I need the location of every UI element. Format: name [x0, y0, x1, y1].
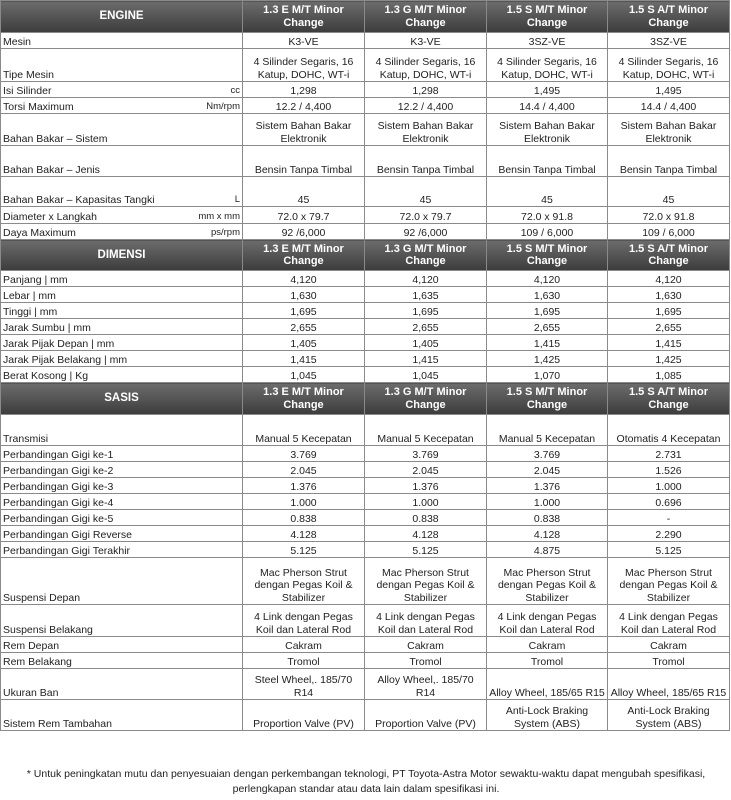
- spec-value: 109 / 6,000: [608, 224, 730, 240]
- row-label: Suspensi Depan: [3, 591, 81, 604]
- spec-value: 3.769: [487, 446, 608, 462]
- spec-value: 92 /6,000: [365, 224, 487, 240]
- table-row: [1, 335, 730, 351]
- spec-value: Manual 5 Kecepatan: [487, 415, 608, 446]
- spec-value: Mac Pherson Strut dengan Pegas Koil & Stabilizer: [243, 558, 365, 605]
- column-header: 1.5 S A/T Minor Change: [608, 383, 730, 415]
- row-label-cell: [1, 351, 243, 367]
- spec-value: 1,495: [487, 82, 608, 98]
- table-row: [1, 510, 730, 526]
- footnote: * Untuk peningkatan mutu dan penyesuaian dengan perkembangan teknologi, PT Toyota-Astra Motor sewaktu-waktu dapat mengubah spesifikasi, perlengkapan standar atau data lain dalam spesifikasi ini.: [26, 768, 706, 795]
- spec-value: 3SZ-VE: [487, 33, 608, 49]
- spec-value: Bensin Tanpa Timbal: [487, 146, 608, 177]
- table-row: [1, 669, 730, 700]
- spec-value: Proportion Valve (PV): [243, 700, 365, 731]
- row-label: Transmisi: [3, 432, 49, 445]
- spec-table-body: [1, 1, 730, 731]
- spec-value: 1.000: [243, 494, 365, 510]
- table-row: [1, 224, 730, 240]
- spec-value: 2.045: [365, 462, 487, 478]
- spec-value: 4,120: [365, 271, 487, 287]
- spec-value: K3-VE: [365, 33, 487, 49]
- spec-value: 1.376: [365, 478, 487, 494]
- row-label-cell: [1, 478, 243, 494]
- spec-value: Anti-Lock Braking System (ABS): [608, 700, 730, 731]
- row-label-cell: [1, 494, 243, 510]
- row-label: Jarak Pijak Belakang | mm: [3, 353, 128, 366]
- spec-value: Manual 5 Kecepatan: [365, 415, 487, 446]
- row-label: Perbandingan Gigi ke-2: [3, 464, 114, 477]
- spec-value: Alloy Wheel, 185/65 R15: [608, 669, 730, 700]
- row-label-cell: [1, 303, 243, 319]
- spec-value: 72.0 x 79.7: [365, 207, 487, 224]
- spec-value: 14.4 / 4,400: [487, 98, 608, 114]
- spec-value: 4.128: [487, 526, 608, 542]
- table-row: [1, 177, 730, 207]
- table-row: [1, 271, 730, 287]
- section-title-sasis: SASIS: [1, 383, 243, 415]
- spec-value: 1,695: [487, 303, 608, 319]
- spec-value: 1.000: [365, 494, 487, 510]
- spec-value: 3SZ-VE: [608, 33, 730, 49]
- spec-value: 4.875: [487, 542, 608, 558]
- row-label: Ukuran Ban: [3, 686, 59, 699]
- row-label: Rem Belakang: [3, 655, 72, 668]
- table-row: [1, 494, 730, 510]
- row-label: Tinggi | mm: [3, 305, 58, 318]
- row-label-cell: [1, 653, 243, 669]
- spec-value: 0.838: [487, 510, 608, 526]
- spec-value: 45: [243, 177, 365, 207]
- spec-value: -: [608, 510, 730, 526]
- row-label: Perbandingan Gigi ke-5: [3, 512, 114, 525]
- spec-value: 4,120: [243, 271, 365, 287]
- row-label: Bahan Bakar – Kapasitas Tangki: [3, 193, 155, 206]
- row-label-cell: [1, 33, 243, 49]
- row-label-cell: [1, 271, 243, 287]
- row-label-cell: [1, 287, 243, 303]
- spec-value: Tromol: [608, 653, 730, 669]
- row-label: Berat Kosong | Kg: [3, 369, 89, 382]
- column-header: 1.5 S A/T Minor Change: [608, 240, 730, 271]
- row-label: Perbandingan Gigi Terakhir: [3, 544, 131, 557]
- spec-value: Sistem Bahan Bakar Elektronik: [608, 114, 730, 146]
- spec-value: 4 Silinder Segaris, 16 Katup, DOHC, WT-i: [608, 49, 730, 82]
- table-row: [1, 700, 730, 731]
- spec-value: 1,415: [487, 335, 608, 351]
- row-label-cell: [1, 605, 243, 637]
- spec-value: 2.731: [608, 446, 730, 462]
- row-label: Tipe Mesin: [3, 68, 54, 81]
- row-label-cell: [1, 335, 243, 351]
- spec-value: Sistem Bahan Bakar Elektronik: [487, 114, 608, 146]
- spec-value: 1,695: [243, 303, 365, 319]
- spec-value: 1,425: [608, 351, 730, 367]
- column-header: 1.5 S M/T Minor Change: [487, 383, 608, 415]
- table-row: [1, 526, 730, 542]
- spec-value: 1.000: [487, 494, 608, 510]
- table-row: [1, 558, 730, 605]
- spec-value: Proportion Valve (PV): [365, 700, 487, 731]
- row-label-cell: [1, 510, 243, 526]
- table-row: [1, 114, 730, 146]
- row-label: Diameter x Langkah: [3, 210, 97, 223]
- row-unit: ps/rpm: [210, 226, 240, 238]
- row-label: Panjang | mm: [3, 273, 68, 286]
- column-header: 1.3 E M/T Minor Change: [243, 383, 365, 415]
- column-header: 1.5 S A/T Minor Change: [608, 1, 730, 33]
- table-row: [1, 478, 730, 494]
- spec-value: 0.696: [608, 494, 730, 510]
- spec-value: Tromol: [487, 653, 608, 669]
- spec-value: 5.125: [608, 542, 730, 558]
- spec-value: Bensin Tanpa Timbal: [365, 146, 487, 177]
- spec-value: 1,695: [365, 303, 487, 319]
- spec-value: 1,045: [243, 367, 365, 383]
- spec-value: 2,655: [487, 319, 608, 335]
- row-unit: Nm/rpm: [206, 100, 240, 112]
- row-label-cell: [1, 700, 243, 731]
- spec-value: Mac Pherson Strut dengan Pegas Koil & Stabilizer: [365, 558, 487, 605]
- spec-value: Otomatis 4 Kecepatan: [608, 415, 730, 446]
- spec-value: 2.045: [487, 462, 608, 478]
- row-label-cell: [1, 207, 243, 224]
- row-label-cell: [1, 462, 243, 478]
- spec-value: 2,655: [243, 319, 365, 335]
- spec-value: 1,695: [608, 303, 730, 319]
- spec-value: Bensin Tanpa Timbal: [608, 146, 730, 177]
- spec-value: 4 Link dengan Pegas Koil dan Lateral Rod: [243, 605, 365, 637]
- spec-value: 12.2 / 4,400: [365, 98, 487, 114]
- table-row: [1, 462, 730, 478]
- spec-value: 3.769: [243, 446, 365, 462]
- column-header: 1.3 E M/T Minor Change: [243, 240, 365, 271]
- spec-value: Steel Wheel,. 185/70 R14: [243, 669, 365, 700]
- row-label: Suspensi Belakang: [3, 623, 93, 636]
- spec-value: 1.376: [243, 478, 365, 494]
- row-label-cell: [1, 637, 243, 653]
- spec-value: Sistem Bahan Bakar Elektronik: [365, 114, 487, 146]
- table-row: [1, 446, 730, 462]
- spec-value: Cakram: [487, 637, 608, 653]
- row-label: Jarak Pijak Depan | mm: [3, 337, 115, 350]
- column-header: 1.3 G M/T Minor Change: [365, 1, 487, 33]
- spec-value: 45: [487, 177, 608, 207]
- spec-value: Mac Pherson Strut dengan Pegas Koil & Stabilizer: [608, 558, 730, 605]
- section-header-row: [1, 240, 730, 271]
- section-title-dimensi: DIMENSI: [1, 240, 243, 271]
- spec-value: 1,298: [243, 82, 365, 98]
- table-row: [1, 49, 730, 82]
- row-label: Jarak Sumbu | mm: [3, 321, 91, 334]
- spec-value: 1.376: [487, 478, 608, 494]
- table-row: [1, 637, 730, 653]
- row-label: Perbandingan Gigi ke-1: [3, 448, 114, 461]
- spec-value: 5.125: [365, 542, 487, 558]
- row-label: Bahan Bakar – Sistem: [3, 132, 108, 145]
- spec-value: 4.128: [243, 526, 365, 542]
- column-header: 1.3 G M/T Minor Change: [365, 383, 487, 415]
- table-row: [1, 415, 730, 446]
- spec-value: 72.0 x 91.8: [608, 207, 730, 224]
- spec-value: 4 Link dengan Pegas Koil dan Lateral Rod: [365, 605, 487, 637]
- row-unit: L: [234, 193, 240, 205]
- row-label-cell: [1, 98, 243, 114]
- spec-value: 1,630: [243, 287, 365, 303]
- spec-value: 1,630: [608, 287, 730, 303]
- spec-value: 0.838: [365, 510, 487, 526]
- table-row: [1, 653, 730, 669]
- spec-value: 4 Silinder Segaris, 16 Katup, DOHC, WT-i: [487, 49, 608, 82]
- section-header-row: [1, 1, 730, 33]
- table-row: [1, 351, 730, 367]
- spec-value: 4.128: [365, 526, 487, 542]
- row-label-cell: [1, 224, 243, 240]
- section-title-engine: ENGINE: [1, 1, 243, 33]
- spec-value: Anti-Lock Braking System (ABS): [487, 700, 608, 731]
- column-header: 1.3 G M/T Minor Change: [365, 240, 487, 271]
- spec-value: 1,045: [365, 367, 487, 383]
- spec-value: 72.0 x 79.7: [243, 207, 365, 224]
- table-row: [1, 542, 730, 558]
- spec-value: 3.769: [365, 446, 487, 462]
- row-label-cell: [1, 82, 243, 98]
- spec-value: 109 / 6,000: [487, 224, 608, 240]
- spec-value: 1,495: [608, 82, 730, 98]
- row-label-cell: [1, 526, 243, 542]
- spec-value: Tromol: [365, 653, 487, 669]
- column-header: 1.5 S M/T Minor Change: [487, 1, 608, 33]
- spec-value: 2,655: [365, 319, 487, 335]
- spec-value: 0.838: [243, 510, 365, 526]
- spec-value: 2,655: [608, 319, 730, 335]
- table-row: [1, 319, 730, 335]
- table-row: [1, 303, 730, 319]
- spec-value: 4 Link dengan Pegas Koil dan Lateral Rod: [608, 605, 730, 637]
- spec-value: Mac Pherson Strut dengan Pegas Koil & Stabilizer: [487, 558, 608, 605]
- spec-value: 1.526: [608, 462, 730, 478]
- row-unit: cc: [230, 84, 240, 96]
- spec-value: Alloy Wheel,. 185/70 R14: [365, 669, 487, 700]
- spec-value: 1.000: [608, 478, 730, 494]
- row-label: Sistem Rem Tambahan: [3, 717, 112, 730]
- row-label: Torsi Maximum: [3, 100, 74, 113]
- row-label-cell: [1, 319, 243, 335]
- row-label: Daya Maximum: [3, 226, 76, 239]
- spec-value: Bensin Tanpa Timbal: [243, 146, 365, 177]
- row-label-cell: [1, 669, 243, 700]
- spec-value: Tromol: [243, 653, 365, 669]
- table-row: [1, 367, 730, 383]
- row-label-cell: [1, 177, 243, 207]
- table-row: [1, 82, 730, 98]
- spec-value: 1,298: [365, 82, 487, 98]
- row-label: Isi Silinder: [3, 84, 52, 97]
- spec-value: Manual 5 Kecepatan: [243, 415, 365, 446]
- row-label: Perbandingan Gigi ke-3: [3, 480, 114, 493]
- table-row: [1, 287, 730, 303]
- spec-value: 4,120: [487, 271, 608, 287]
- spec-value: K3-VE: [243, 33, 365, 49]
- row-label: Lebar | mm: [3, 289, 56, 302]
- spec-value: 1,425: [487, 351, 608, 367]
- spec-value: 1,635: [365, 287, 487, 303]
- table-row: [1, 207, 730, 224]
- spec-value: 45: [365, 177, 487, 207]
- spec-value: 12.2 / 4,400: [243, 98, 365, 114]
- row-label-cell: [1, 446, 243, 462]
- row-label-cell: [1, 146, 243, 177]
- row-label-cell: [1, 114, 243, 146]
- table-row: [1, 605, 730, 637]
- row-unit: mm x mm: [198, 210, 240, 222]
- row-label-cell: [1, 49, 243, 82]
- row-label-cell: [1, 542, 243, 558]
- spec-value: 4 Silinder Segaris, 16 Katup, DOHC, WT-i: [365, 49, 487, 82]
- spec-value: 4 Silinder Segaris, 16 Katup, DOHC, WT-i: [243, 49, 365, 82]
- spec-value: 2.290: [608, 526, 730, 542]
- spec-value: 72.0 x 91.8: [487, 207, 608, 224]
- row-label: Perbandingan Gigi ke-4: [3, 496, 114, 509]
- row-label: Bahan Bakar – Jenis: [3, 163, 100, 176]
- spec-value: 1,415: [608, 335, 730, 351]
- spec-value: 1,405: [243, 335, 365, 351]
- spec-value: 1,415: [243, 351, 365, 367]
- spec-value: 4,120: [608, 271, 730, 287]
- spec-value: Cakram: [365, 637, 487, 653]
- spec-value: 5.125: [243, 542, 365, 558]
- section-header-row: [1, 383, 730, 415]
- column-header: 1.3 E M/T Minor Change: [243, 1, 365, 33]
- spec-value: Alloy Wheel, 185/65 R15: [487, 669, 608, 700]
- spec-value: 92 /6,000: [243, 224, 365, 240]
- spec-value: 45: [608, 177, 730, 207]
- row-label: Mesin: [3, 35, 32, 48]
- spec-value: 1,085: [608, 367, 730, 383]
- row-label-cell: [1, 558, 243, 605]
- table-row: [1, 146, 730, 177]
- table-row: [1, 98, 730, 114]
- column-header: 1.5 S M/T Minor Change: [487, 240, 608, 271]
- spec-value: 1,630: [487, 287, 608, 303]
- row-label-cell: [1, 367, 243, 383]
- row-label: Perbandingan Gigi Reverse: [3, 528, 132, 541]
- spec-value: Cakram: [243, 637, 365, 653]
- spec-value: 1,405: [365, 335, 487, 351]
- spec-value: 1,070: [487, 367, 608, 383]
- spec-value: Sistem Bahan Bakar Elektronik: [243, 114, 365, 146]
- spec-value: 4 Link dengan Pegas Koil dan Lateral Rod: [487, 605, 608, 637]
- row-label-cell: [1, 415, 243, 446]
- spec-value: Cakram: [608, 637, 730, 653]
- table-row: [1, 33, 730, 49]
- spec-value: 2.045: [243, 462, 365, 478]
- spec-value: 1,415: [365, 351, 487, 367]
- spec-value: 14.4 / 4,400: [608, 98, 730, 114]
- row-label: Rem Depan: [3, 639, 60, 652]
